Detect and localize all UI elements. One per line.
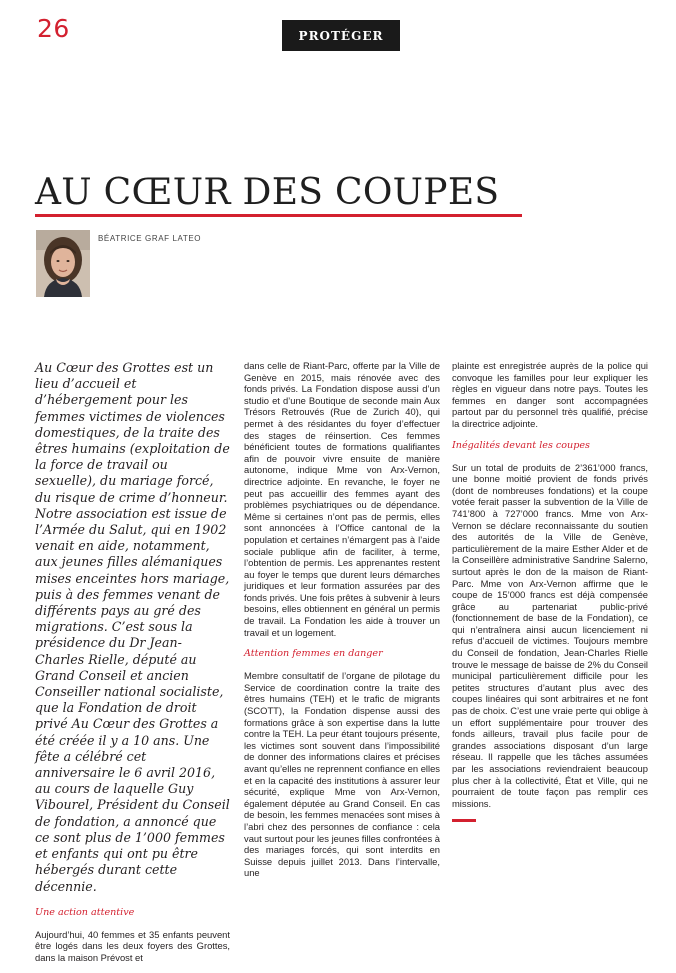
title-underline [35,214,522,217]
article-lead: Au Cœur des Grottes est un lieu d’accueil et d’hébergement pour les femmes victimes de violences domestiques, de la traite des êtres humains (exploitation de la force de travail ou sexuelle), du mariage forcé, du risque de crime d’honneur. Notre association est issue de l’Armée du Salut, qui en 1902 venait en aide, notamment, aux jeunes filles alémaniques mises enceintes hors mariage, puis à des femmes venant de différents pays au gré des migrations. C’est sous la présidence du Dr Jean-Charles Rielle, député au Grand Conseil et ancien Conseiller national socialiste, que la Fondation de droit privé Au Cœur des Grottes a été créée il y a 10 ans. Une fête a célébré cet anniversaire le 6 avril 2016, au cours de laquelle Guy Vibourel, Président du Conseil de fondation, a annoncé que ce sont plus de 1’000 femmes et enfants qui ont pu être hébergés durant cette décennie. [35,360,230,894]
body-paragraph: Sur un total de produits de 2’361’000 francs, une bonne moitié provient de fonds privés (dont de nombreuses fondations) et la coupe votée ferait passer la subvention de la Ville de 741’800 à 727’000 francs. Mme von Arx-Vernon se déclare reconnaissante du soutien des autorités de la Ville de Genève, particulièrement de la maire Esther Alder et de la Conseillère administrative Sandrine Salerno, surtout après le don de la maison de Riant-Parc. Mme von Arx-Vernon affirme que le coupe de 15’000 francs est déjà compensée grâce au partenariat public-privé (fonctionnement de base de la Fondation), ce qui n’entraînera ainsi aucun licenciement ni refus d’accueil de victimes. Toujours membre du Conseil de fondation, Jean-Charles Rielle trouve le message de baisse de 2% du Conseil municipal particulièrement difficile pour les petites structures d’autant plus avec des coupes linéaires qui sont arbitraires et ne font pas de choix. C’est une vraie perte qui oblige à un effort supplémentaire pour trouver des fonds ailleurs, travail plus facile pour de grandes associations disposant d’un large réseau. Il rappelle que les tâches assumées par les associations reviendraient beaucoup plus cher à la collectivité, État et Ville, qui ne pourraient de toute façon pas remplir ces missions. [452,461,648,809]
author-photo [36,230,90,297]
body-paragraph: dans celle de Riant-Parc, offerte par la Ville de Genève en 2015, mais rénovée avec des fonds privés. La Fondation dispose aussi d’un studio et d’une Boutique de seconde main Aux Trésors Retrouvés (Rue de Zurich 40), qui permet à des résidantes du foyer d’effectuer des stages de réinsertion. Ces femmes bénéficient toutes de formations qualifiantes afin de pouvoir vivre ensuite de manière autonome, indique Mme von Arx-Vernon, directrice adjointe. En revanche, le foyer ne peut pas accueillir des femmes ayant des problèmes psychiatriques ou de dépendance. Même si certaines n’ont pas de permis, elles sont annoncées à l’Office cantonal de la population et certaines n’émargent pas à l’aide sociale publique afin de faciliter, à terme, l’obtention de permis. Les apprenantes restent au foyer le temps que durent leurs démarches juridiques et leur formation assurées par des fonds privés. Une fois prêtes à subvenir à leurs besoins, elles obtiennent en général un permis de travail. La Fondation les aide à trouver un travail et un logement. [244,360,440,638]
column-3 [452,360,648,822]
column-1 [35,360,230,973]
body-paragraph: Aujourd’hui, 40 femmes et 35 enfants peuvent être logés dans les deux foyers des Grottes, dans la maison Prévost et [35,928,230,963]
page-number: 26 [37,14,70,43]
body-paragraph: Membre consultatif de l’organe de pilotage du Service de coordination contre la traite des êtres humains (TEH) et le trafic de migrants (SCOTT), la Fondation dispense aussi des formations grâce à son expertise dans la lutte contre la TEH. La peur étant toujours présente, les victimes sont souvent dans l’impossibilité de donner des informations claires et précises avant qu’elles ne reprennent confiance en elles et en la capacité des institutions à assurer leur sécurité, explique Mme von Arx-Vernon, également députée au Grand Conseil. En cas de besoin, les femmes menacées sont mises à l’abri chez des personnes de confiance : cela vaut surtout pour les jeunes filles confrontées à des mariages forcés, qui sont interdits en Suisse depuis juillet 2013. Dans l’intervalle, une [244,670,440,879]
article-end-mark [452,819,476,822]
article-title: AU CŒUR DES COUPES [35,172,500,213]
subheading-action-attentive: Une action attentive [35,906,135,918]
subheading-inegalites: Inégalités devant les coupes [452,439,590,451]
subheading-femmes-en-danger: Attention femmes en danger [244,648,383,660]
author-name: BÉATRICE GRAF LATEO [98,234,202,243]
section-rubric: PROTÉGER [282,20,400,51]
author-portrait-image [36,230,90,297]
body-paragraph: plainte est enregistrée auprès de la police qui convoque les familles pour leur expliquer les règles en vigueur dans notre pays. Toutes les femmes en danger sont accompagnées partout par du personnel très qualifié, précise la directrice adjointe. [452,360,648,429]
column-2 [244,360,440,889]
